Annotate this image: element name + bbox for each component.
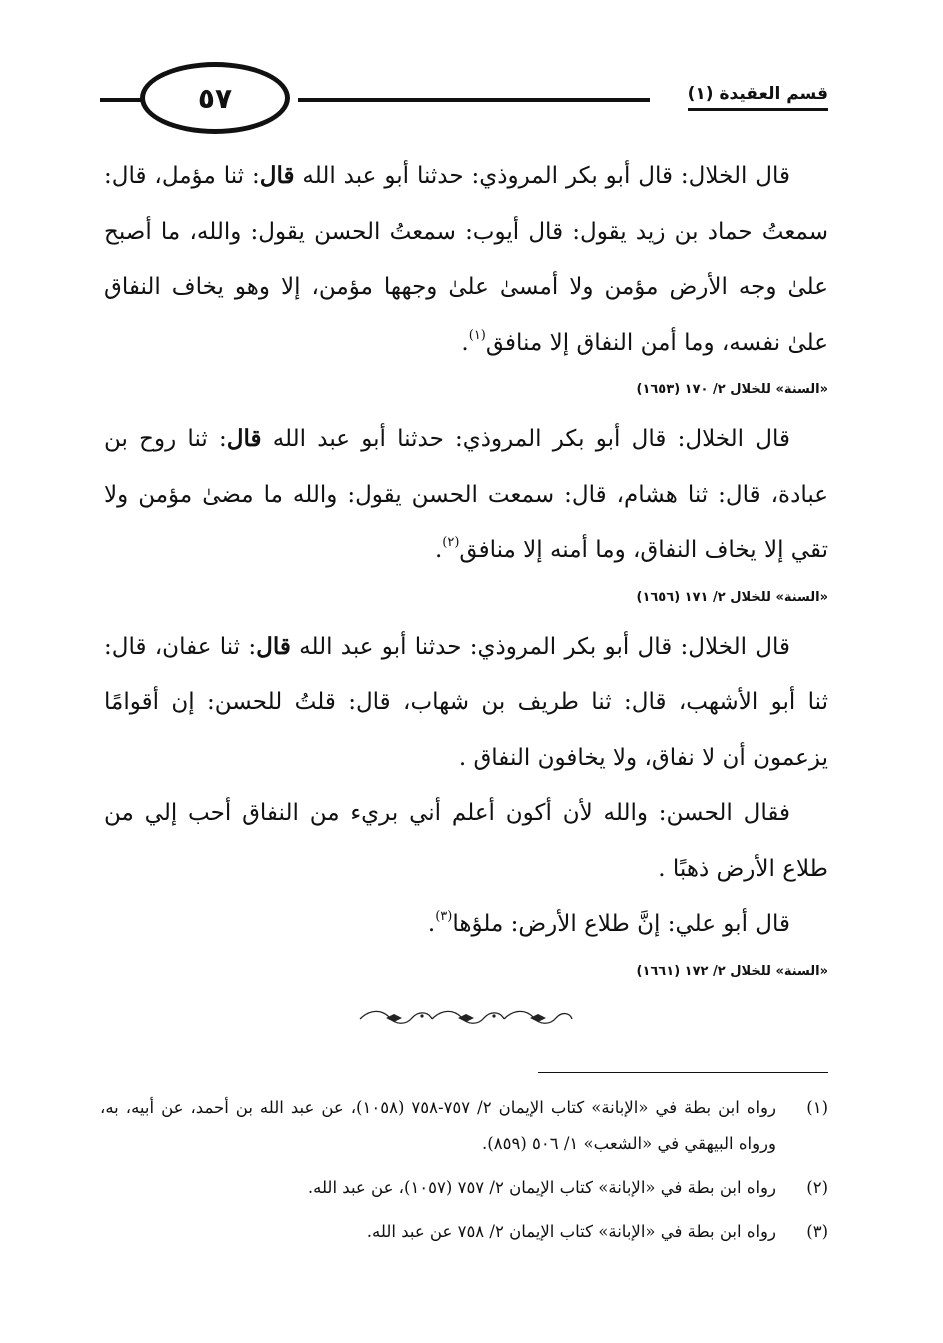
narration-lead: قال الخلال: قال أبو بكر المروذي: حدثنا أبو عبد الله [294,163,791,189]
footnotes [100,1090,828,1258]
narration-continuation: قال أبو علي: إنَّ طلاع الأرض: ملؤها [452,911,790,937]
header-rule-left [100,98,144,102]
footnote-marker-2: (٢) [442,535,460,550]
ornament-divider [104,1007,828,1033]
source-reference-3: «السنة» للخلال ٢/ ١٧٢ (١٦٦١) [636,963,828,979]
sentence-end: . [461,329,469,356]
footnote-number: (٣) [806,1222,828,1241]
footnote-marker-3: (٣) [435,909,453,924]
ornament-icon [356,1007,576,1029]
narration-paragraph-3 [104,619,828,787]
footnote-text: رواه ابن بطة في «الإبانة» كتاب الإيمان ٢/ ٧٥٨ عن عبد الله. [366,1222,776,1241]
narration-lead: قال الخلال: قال أبو بكر المروذي: حدثنا أبو عبد الله [290,633,790,660]
main-text [104,148,828,1033]
footnote-number: (٢) [806,1178,828,1197]
narration-bold-word: قال [256,632,291,660]
footnote-2 [100,1170,828,1206]
footnote-marker-1: (١) [468,327,486,343]
page-number: ٥٧ [197,81,233,115]
section-title: قسم العقيدة (١) [688,84,828,111]
narration-bold-word: قال [226,425,262,452]
narration-body: : ثنا روح بن عبادة، قال: ثنا هشام، قال: سمعت الحسن يقول: والله ما مضىٰ مؤمن ولا تقي إلا يخاف النفاق، وما أمنه إلا منافق [104,426,828,563]
footnote-3 [100,1214,828,1250]
narration-lead: قال الخلال: قال أبو بكر المروذي: حدثنا أبو عبد الله [261,426,790,452]
narration-continuation: فقال الحسن: والله لأن أكون أعلم أني بريء من النفاق أحب إلي من طلاع الأرض ذهبًا . [104,800,828,882]
narration-paragraph-3c [104,897,828,953]
page-header [100,62,828,140]
narration-paragraph-3b [104,786,828,897]
narration-body: : ثنا عفان، قال: ثنا أبو الأشهب، قال: ثنا طريف بن شهاب، قال: قلتُ للحسن: إن أقوامًا يزعمون أن لا نفاق، ولا يخافون النفاق . [104,633,828,771]
footnote-text: رواه ابن بطة في «الإبانة» كتاب الإيمان ٢/ ٧٥٧-٧٥٨ (١٠٥٨)، عن عبد الله بن أحمد، عن أبيه، به، ورواه البيهقي في «الشعب» ١/ ٥٠٦ (٨٥٩). [100,1098,776,1153]
narration-bold-word: قال [259,162,295,189]
sentence-end: . [434,537,443,563]
sentence-end: . [427,911,436,937]
footnote-number: (١) [806,1098,828,1117]
narration-body: : ثنا مؤمل، قال: سمعتُ حماد بن زيد يقول: قال أيوب: سمعتُ الحسن يقول: والله، ما أصبح علىٰ وجه الأرض مؤمن ولا أمسىٰ علىٰ وجهها مؤمن، إلا وهو يخاف النفاق علىٰ نفسه، وما أمن النفاق إلا منافق [104,163,828,356]
footnote-text: رواه ابن بطة في «الإبانة» كتاب الإيمان ٢/ ٧٥٧ (١٠٥٧)، عن عبد الله. [307,1178,776,1197]
header-rule-right [298,98,650,102]
source-reference-2: «السنة» للخلال ٢/ ١٧١ (١٦٥٦) [636,589,828,605]
footnote-1 [100,1090,828,1162]
narration-paragraph-2 [104,411,828,579]
source-reference-1: «السنة» للخلال ٢/ ١٧٠ (١٦٥٣) [636,382,828,397]
page-number-badge [140,62,290,134]
footnote-separator [538,1072,828,1073]
narration-paragraph-1 [104,148,828,371]
